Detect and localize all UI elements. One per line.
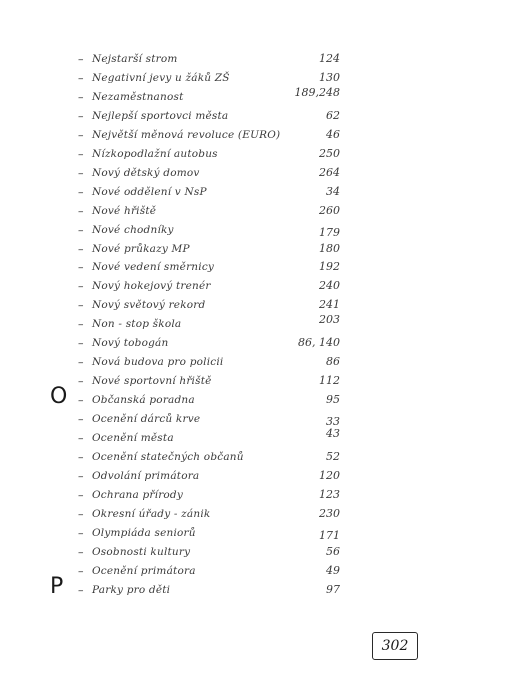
entry-page: 130	[319, 70, 340, 84]
entry-dash: –	[78, 280, 84, 294]
entry-page: 189,248	[294, 85, 340, 99]
entry-label: Nízkopodlažní autobus	[92, 147, 218, 160]
entry-label: Nové vedení směrnicy	[92, 261, 215, 274]
entry-dash: –	[78, 394, 84, 408]
index-entry	[0, 429, 515, 448]
entry-label: Osobnosti kultury	[92, 545, 191, 558]
entry-label: Nový dětský domov	[92, 166, 200, 179]
entry-page: 203	[319, 313, 340, 327]
entry-page: 112	[319, 374, 340, 388]
entry-page: 124	[319, 52, 340, 65]
index-entry	[0, 85, 515, 107]
entry-page: 33	[326, 415, 340, 429]
index-entry	[0, 50, 515, 69]
entry-dash: –	[78, 469, 84, 483]
entry-dash: –	[78, 53, 84, 66]
index-entry	[0, 467, 515, 486]
entry-dash: –	[78, 583, 84, 597]
index-entry	[0, 562, 515, 581]
entry-label: Největší měnová revoluce (EURO)	[92, 128, 281, 141]
section-letter: P	[50, 573, 64, 599]
entry-page: 120	[319, 468, 340, 482]
index-entry	[0, 296, 515, 315]
index-entry	[0, 353, 515, 372]
entry-label: Ocenění dárců krve	[92, 413, 201, 426]
index-entry	[0, 334, 515, 353]
index-entry	[0, 240, 515, 259]
index-entry	[0, 221, 515, 240]
entry-dash: –	[78, 375, 84, 389]
entry-label: Nová budova pro policii	[92, 356, 224, 369]
entry-page: 230	[319, 506, 340, 520]
index-entry	[0, 384, 515, 410]
entry-label: Ocenění statečných občanů	[92, 450, 244, 463]
entry-label: Nové oddělení v NsP	[92, 185, 207, 198]
entry-dash: –	[78, 488, 84, 502]
entry-page: 34	[326, 184, 340, 198]
index-entry	[0, 69, 515, 88]
entry-label: Nové sportovní hřiště	[92, 375, 212, 388]
index-entry	[0, 372, 515, 391]
entry-dash: –	[78, 413, 84, 427]
entry-page: 56	[326, 544, 340, 558]
entry-page: 250	[319, 146, 340, 160]
entry-label: Non - stop škola	[92, 318, 182, 331]
index-entry	[0, 573, 515, 600]
index-entry	[0, 258, 515, 277]
section-letter: O	[50, 384, 68, 410]
entry-label: Nový světový rekord	[92, 299, 206, 312]
entry-page: 62	[326, 108, 340, 122]
index-entry	[0, 164, 515, 183]
entry-page: 179	[319, 225, 340, 239]
entry-dash: –	[78, 526, 84, 540]
entry-dash: –	[78, 147, 84, 161]
entry-dash: –	[78, 545, 84, 559]
entry-dash: –	[78, 450, 84, 464]
entry-dash: –	[78, 432, 84, 445]
entry-dash: –	[78, 90, 84, 104]
entry-dash: –	[78, 242, 84, 256]
entry-dash: –	[78, 204, 84, 218]
entry-dash: –	[78, 128, 84, 142]
entry-dash: –	[78, 356, 84, 370]
entry-label: Odvolání primátora	[92, 469, 200, 482]
entry-dash: –	[78, 507, 84, 521]
entry-dash: –	[78, 166, 84, 180]
index-entry	[0, 410, 515, 429]
entry-dash: –	[78, 299, 84, 313]
entry-label: Nezaměstnanost	[92, 90, 184, 103]
entry-label: Negativní jevy u žáků ZŠ	[92, 71, 230, 84]
entry-page: 180	[319, 241, 340, 255]
entry-page: 95	[326, 393, 340, 407]
index-entry	[0, 145, 515, 164]
entry-dash: –	[78, 185, 84, 199]
entry-page: 171	[319, 528, 340, 542]
entry-page: 241	[319, 298, 340, 312]
entry-page: 192	[319, 260, 340, 274]
entry-page: 52	[326, 449, 340, 463]
entry-page: 43	[326, 427, 340, 440]
entry-label: Nový tobogán	[92, 337, 169, 350]
entry-label: Ocenění města	[92, 432, 174, 444]
entry-label: Občanská poradna	[92, 394, 195, 407]
index-entry	[0, 126, 515, 145]
index-entry	[0, 202, 515, 221]
entry-dash: –	[78, 564, 84, 578]
entry-page: 264	[319, 165, 340, 179]
page-number: 302	[381, 638, 409, 654]
entry-label: Nejstarší strom	[92, 53, 178, 65]
entry-label: Okresní úřady - zánik	[92, 507, 211, 520]
entry-page: 123	[319, 487, 340, 501]
entry-dash: –	[78, 71, 84, 85]
entry-page: 86	[326, 355, 340, 369]
entry-label: Nové průkazy MP	[92, 242, 190, 255]
entry-page: 46	[326, 127, 340, 141]
entry-label: Ochrana přírody	[92, 488, 183, 501]
entry-label: Ocenění primátora	[92, 564, 196, 577]
entry-label: Nové chodníky	[92, 223, 174, 236]
entry-page: 260	[319, 203, 340, 217]
index-entry	[0, 486, 515, 505]
index-entry	[0, 448, 515, 467]
entry-dash: –	[78, 337, 84, 351]
entry-dash: –	[78, 223, 84, 237]
index-entry	[0, 505, 515, 524]
entry-dash: –	[78, 318, 84, 332]
entry-label: Nový hokejový trenér	[92, 280, 211, 293]
index-entry	[0, 524, 515, 543]
entry-dash: –	[78, 109, 84, 123]
entry-page: 240	[319, 279, 340, 293]
entry-label: Nové hřiště	[92, 204, 157, 217]
entry-page: 86, 140	[298, 336, 340, 350]
index-entry	[0, 315, 515, 334]
index-entry	[0, 107, 515, 126]
index-entry	[0, 183, 515, 202]
entry-page: 49	[326, 563, 340, 577]
entry-dash: –	[78, 261, 84, 275]
entry-label: Nejlepší sportovci města	[92, 109, 229, 122]
entry-label: Parky pro děti	[92, 583, 171, 596]
index-entry	[0, 543, 515, 562]
page-number-box	[372, 632, 418, 660]
index-entry	[0, 277, 515, 296]
entry-page: 97	[326, 582, 340, 596]
entry-label: Olympiáda seniorů	[92, 526, 196, 539]
